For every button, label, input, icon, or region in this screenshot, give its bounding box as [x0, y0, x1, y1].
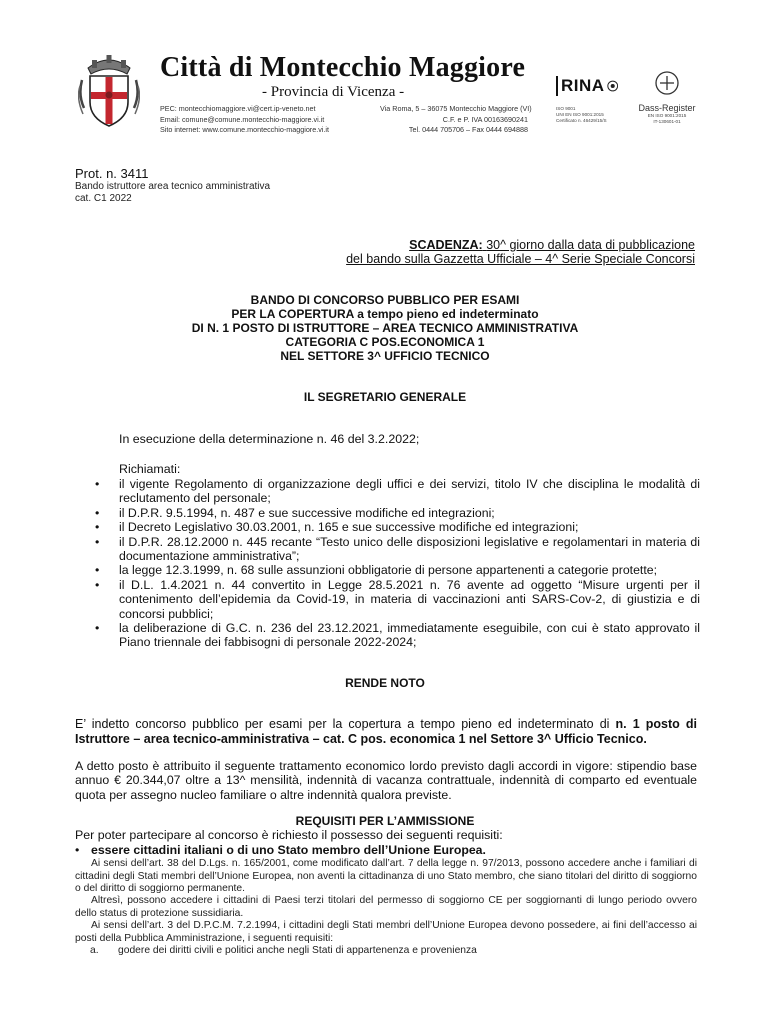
rina-cert-line: UNI EN ISO 9001:2015: [556, 112, 604, 117]
phone-fax: Tel. 0444 705706 – Fax 0444 694888: [408, 125, 528, 134]
dass-cert-line: IT-130601-01: [653, 119, 681, 124]
deadline-label: SCADENZA:: [409, 238, 483, 252]
sub-requirement: [90, 945, 477, 956]
title-line: CATEGORIA C POS.ECONOMICA 1: [285, 335, 485, 349]
subject-line: Bando istruttore area tecnico amministrativa: [75, 181, 271, 192]
rina-brand: RINA: [556, 76, 605, 96]
protocol-number: Prot. n. 3411: [75, 166, 149, 181]
pec-address: PEC: montecchiomaggiore.vi@cert.ip-veneto.net: [160, 104, 316, 113]
execution-statement: In esecuzione della determinazione n. 46 del 3.2.2022;: [119, 432, 420, 446]
sub-requirement-text: godere dei diritti civili e politici anche negli Stati di appartenenza e provenienza: [118, 945, 477, 956]
website-address: Sito internet: www.comune.montecchio-maggiore.vi.it: [160, 125, 329, 134]
sub-requirement-letter: a.: [90, 945, 99, 956]
province-name: - Provincia di Vicenza -: [262, 84, 405, 100]
city-crest-logo: [78, 50, 140, 130]
notice-heading: RENDE NOTO: [345, 676, 425, 690]
fiscal-code: C.F. e P. IVA 00163690241: [442, 114, 528, 124]
rina-logo: [556, 66, 618, 106]
authority-heading: IL SEGRETARIO GENERALE: [303, 390, 467, 404]
rina-cert-line: ISO 9001: [556, 106, 576, 111]
dass-register-brand: Dass-Register: [638, 103, 696, 113]
title-line: DI N. 1 POSTO DI ISTRUTTORE – AREA TECNICO AMMINISTRATIVA: [191, 321, 579, 335]
note-paragraph: Ai sensi dell’art. 3 del D.P.C.M. 7.2.1994, i cittadini degli Stati membri dell’Unione Europea devono possedere, ai fini dell’accesso ai posti della Pubblica Amministrazione, i seguenti requisiti:: [75, 920, 697, 944]
note-paragraph: Ai sensi dell’art. 38 del D.Lgs. n. 165/2001, come modificato dall’art. 7 della legge n. 97/2013, possono accedere anche i familiari di cittadini degli Stati membri dell’Unione Europea, non aventi la cittadinanza di uno Stato membro, che siano titolari del diritto di soggiorno o del diritto di soggiorno permanente.: [75, 858, 697, 895]
list-item: • il D.L. 1.4.2021 n. 44 convertito in Legge 28.5.2021 n. 76 avente ad oggetto “Misure urgenti per il contenimento dell’epidemia da Covid-19, in materia di vaccinazioni anti SARS-Cov-2, di giustizia e di concorsi pubblici;: [95, 578, 700, 621]
notice-paragraph: [75, 717, 697, 747]
list-item: • il D.P.R. 28.12.2000 n. 445 recante “Testo unico delle disposizioni legislative e regolamentari in materia di documentazione amministrativa”;: [95, 535, 700, 564]
requirement-text: essere cittadini italiani o di uno Stato membro dell’Unione Europea.: [91, 843, 486, 857]
email-address: Email: comune@comune.montecchio-maggiore.vi.it: [160, 114, 325, 124]
legal-references-list: [95, 477, 700, 650]
title-line: BANDO DI CONCORSO PUBBLICO PER ESAMI: [250, 293, 520, 307]
rina-certification: [556, 66, 618, 124]
title-line: PER LA COPERTURA a tempo pieno ed indeterminato: [231, 307, 539, 321]
note-paragraph: Altresì, possono accedere i cittadini di Paesi terzi titolari del permesso di soggiorno CE per soggiornanti di lungo periodo ovvero dello status di protezione sussidiaria.: [75, 895, 697, 919]
list-item: • la legge 12.3.1999, n. 68 sulle assunzioni obbligatorie di persone appartenenti a categorie protette;: [95, 563, 700, 577]
requirements-intro: Per poter partecipare al concorso è richiesto il possesso dei seguenti requisiti:: [75, 828, 503, 842]
notice-text: E’ indetto concorso pubblico per esami per la copertura a tempo pieno ed indeterminato di: [75, 717, 616, 731]
requirements-list: [75, 843, 700, 857]
accreditation-seal-icon: [607, 79, 618, 93]
subject-line: cat. C1 2022: [75, 193, 132, 204]
deadline-line: del bando sulla Gazzetta Ufficiale – 4^ Serie Speciale Concorsi: [346, 252, 695, 266]
salary-paragraph: A detto posto è attribuito il seguente trattamento economico lordo previsto dagli accordi in vigore: stipendio base annuo € 20.344,07 oltre a 13^ mensilità, indennità di vacanza contrattuale, indennità di comparto ed eventuale quota per assegno nucleo familiare o altre indennità qualora previste.: [75, 759, 697, 802]
rina-cert-line: Certificato n. 46429/15/S: [556, 118, 607, 123]
requirements-heading: REQUISITI PER L’AMMISSIONE: [295, 814, 475, 828]
notice-position: n. 1 posto di Istruttore – area tecnico-amministrativa – cat. C pos. economica 1 nel Settore 3^ Ufficio Tecnico.: [75, 717, 697, 746]
title-line: NEL SETTORE 3^ UFFICIO TECNICO: [280, 349, 490, 363]
dass-register-certification: [632, 70, 702, 125]
deadline-line: [409, 238, 695, 252]
list-item: [75, 843, 700, 857]
list-item: • il vigente Regolamento di organizzazione degli uffici e dei servizi, titolo IV che disciplina le modalità di reclutamento del personale;: [95, 477, 700, 506]
list-item: • il D.P.R. 9.5.1994, n. 487 e sue successive modifiche ed integrazioni;: [95, 506, 700, 520]
contact-block-right: [380, 104, 532, 136]
deadline-detail: 30^ giorno dalla data di pubblicazione: [486, 238, 695, 252]
dass-register-icon: [654, 70, 680, 96]
list-item: • la deliberazione di G.C. n. 236 del 23.12.2021, immediatamente eseguibile, con cui è stato approvato il Piano triennale dei fabbisogni di personale 2022-2024;: [95, 621, 700, 650]
contact-block-left: [160, 104, 329, 136]
postal-address: Via Roma, 5 – 36075 Montecchio Maggiore (VI): [380, 104, 532, 113]
dass-cert-line: EN ISO 9001:2015: [647, 113, 687, 118]
city-name: Città di Montecchio Maggiore: [160, 52, 526, 83]
list-item: • il Decreto Legislativo 30.03.2001, n. 165 e sue successive modifiche ed integrazioni;: [95, 520, 700, 534]
recalled-label: Richiamati:: [119, 462, 181, 476]
